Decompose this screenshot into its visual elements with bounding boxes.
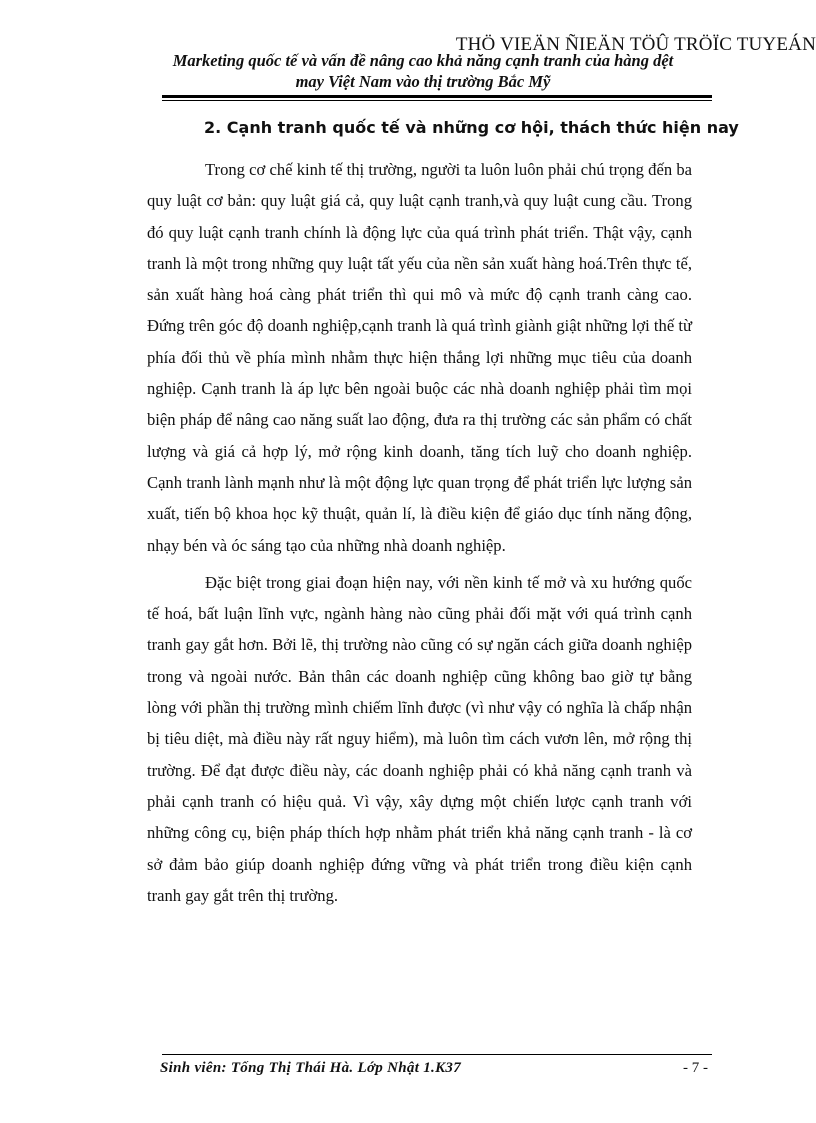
- section-heading: 2. Cạnh tranh quốc tế và những cơ hội, thách thức hiện nay: [204, 118, 739, 137]
- footer-rule: [162, 1054, 712, 1055]
- header-line-1: Marketing quốc tế và vấn đề nâng cao khả năng cạnh tranh của hàng dệt: [172, 51, 674, 70]
- footer-student-info: Sinh viên: Tống Thị Thái Hà. Lớp Nhật 1.K37: [160, 1060, 461, 1076]
- paragraph-2: Đặc biệt trong giai đoạn hiện nay, với nền kinh tế mở và xu hướng quốc tế hoá, bất luận lĩnh vực, ngành hàng nào cũng phải đối mặt với quá trình cạnh tranh gay gắt hơn. Bởi lẽ, thị trường nào cũng có sự ngăn cách giữa doanh nghiệp trong và ngoài nước. Bản thân các doanh nghiệp cũng không bao giờ tự bằng lòng với phần thị trường mình chiếm lĩnh được (vì như vậy có nghĩa là chấp nhận bị tiêu diệt, mà điều này rất nguy hiểm), mà luôn tìm cách vươn lên, mở rộng thị trường. Để đạt được điều này, các doanh nghiệp phải có khả năng cạnh tranh và phải cạnh tranh có hiệu quả. Vì vậy, xây dựng một chiến lược cạnh tranh với những công cụ, biện pháp thích hợp nhằm phát triển khả năng cạnh tranh - là cơ sở đảm bảo giúp doanh nghiệp đứng vững và phát triển trong điều kiện cạnh tranh gay gắt trên thị trường.: [147, 572, 692, 905]
- header-line-2: may Việt Nam vào thị trường Bắc Mỹ: [295, 72, 551, 91]
- running-header: [150, 50, 696, 92]
- header-rule-thick: [162, 95, 712, 98]
- header-rule-thin: [162, 100, 712, 101]
- page-number: - 7 -: [683, 1060, 708, 1076]
- library-watermark: THÖ VIEÄN ÑIEÄN TÖÛ TRÖÏC TUYEÁN: [455, 34, 816, 55]
- paragraph-1: Trong cơ chế kinh tế thị trường, người ta luôn luôn phải chú trọng đến ba quy luật cơ bản: quy luật giá cả, quy luật cạnh tranh,và quy luật cung cầu. Trong đó quy luật cạnh tranh chính là động lực của quá trình phát triển. Thật vậy, cạnh tranh là một trong những quy luật tất yếu của nền sản xuất hàng hoá.Trên thực tế, sản xuất hàng hoá càng phát triển thì qui mô và mức độ cạnh tranh càng cao. Đứng trên góc độ doanh nghiệp,cạnh tranh là quá trình giành giật những lợi thế từ phía đối thủ về phía mình nhằm thực hiện thắng lợi những mục tiêu của doanh nghiệp. Cạnh tranh là áp lực bên ngoài buộc các nhà doanh nghiệp phải tìm mọi biện pháp để nâng cao năng suất lao động, đưa ra thị trường các sản phẩm có chất lượng và giá cả hợp lý, mở rộng kinh doanh, tăng tích luỹ cho doanh nghiệp. Cạnh tranh lành mạnh như là một động lực quan trọng để phát triển lực lượng sản xuất, tiến bộ khoa học kỹ thuật, quản lí, là điều kiện để giáo dục tính năng động, nhạy bén và óc sáng tạo của những nhà doanh nghiệp.: [147, 160, 692, 555]
- body-text: [147, 154, 692, 917]
